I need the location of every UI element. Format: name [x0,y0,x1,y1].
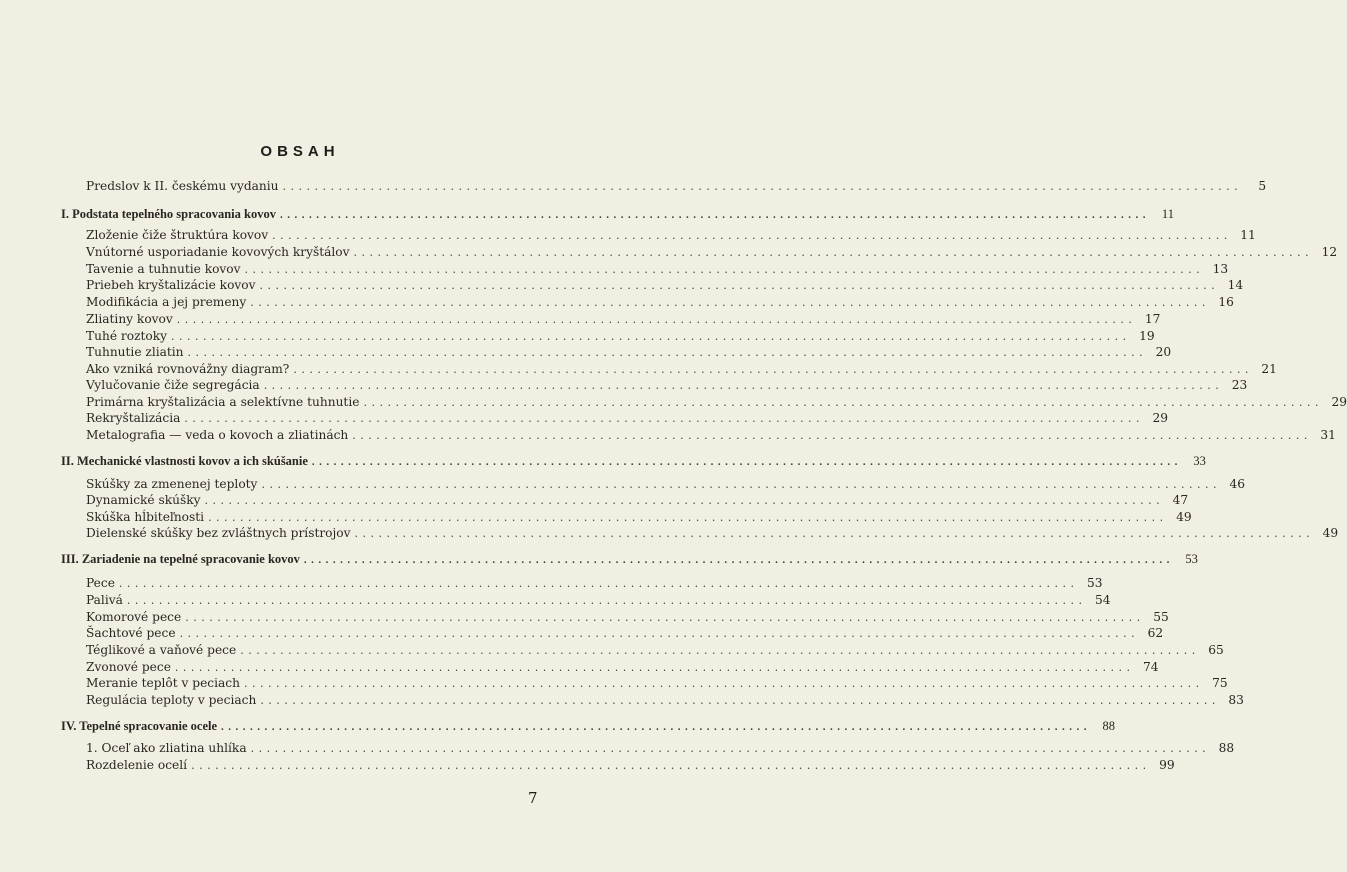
dot-leader: ........................................................................................................................ [187,346,1148,359]
toc-entry-row [86,509,1192,526]
toc-entry-title: Modifikácia a jej premeny [86,295,247,309]
dot-leader: ........................................................................................................................ [250,296,1210,309]
toc-entry-page: 19 [1139,329,1155,343]
toc-entry-title: Skúšky za zmenenej teploty [86,477,258,491]
toc-entry-title: Zloženie čiže štruktúra kovov [86,228,269,242]
toc-entry-row [86,377,1248,394]
toc-entry-row [86,294,1234,311]
toc-entry-row [86,740,1235,757]
toc-entry-row [86,344,1172,361]
dot-leader: ........................................................................................................................ [185,611,1145,624]
toc-entry-page: 74 [1142,660,1159,674]
toc-entry-row [86,609,1169,626]
toc-entry-row [86,427,1336,444]
dot-leader: ........................................................................................................................ [171,330,1131,343]
toc-entry-title: Rozdelenie ocelí [86,758,188,772]
toc-entry-title: Pece [86,576,115,590]
dot-leader: ........................................................................................................................ [240,644,1200,657]
dot-leader: ........................................................................................................................ [184,412,1144,425]
toc-entry-row [86,692,1244,709]
toc-entry-title: III. Zariadenie na tepelné spracovanie kovov [61,552,300,566]
toc-entry-page: 29 [1331,395,1347,409]
toc-entry-row [86,575,1103,592]
dot-leader: ........................................................................................................................ [293,363,1253,376]
toc-entry-title: Tuhnutie zliatin [86,345,184,359]
toc-entry-title: Dynamické skúšky [86,493,201,507]
toc-entry-title: Rekryštalizácia [86,411,181,425]
toc-entry-row [86,394,1347,411]
toc-entry-title: Primárna kryštalizácia a selektívne tuhnutie [86,395,360,409]
toc-entry-title: Tavenie a tuhnutie kovov [86,262,241,276]
toc-entry-page: 75 [1212,676,1228,690]
dot-leader: ........................................................................................................................ [176,313,1137,326]
toc-entry-page: 47 [1172,493,1189,507]
dot-leader: ........................................................................................................................ [279,209,1150,221]
toc-entry-page: 12 [1321,245,1338,259]
toc-entry-row [86,659,1159,676]
toc-entry-row [86,328,1155,345]
toc-entry-row [86,178,1267,195]
dot-leader: ........................................................................................................................ [259,279,1220,292]
toc-entry-page: 49 [1176,510,1192,524]
dot-leader: ........................................................................................................................ [191,759,1151,772]
toc-entry-page: 31 [1320,428,1336,442]
dot-leader: ........................................................................................................................ [179,627,1140,640]
toc-entry-row [86,244,1338,261]
dot-leader: ........................................................................................................................ [221,721,1092,733]
toc-chapter-row [61,453,1206,470]
toc-entry-title: Palivá [86,593,123,607]
dot-leader: ........................................................................................................................ [208,511,1168,524]
toc-entry-row [86,311,1161,328]
dot-leader: ........................................................................................................................ [363,396,1324,409]
toc-chapter-row [61,718,1116,735]
toc-entry-page: 23 [1231,378,1248,392]
toc-entry-row [86,675,1228,692]
toc-entry-page: 65 [1208,643,1224,657]
toc-entry-title: Vnútorné usporiadanie kovových kryštálov [86,245,350,259]
toc-entry-page: 21 [1261,362,1277,376]
dot-leader: ........................................................................................................................ [353,246,1314,259]
dot-leader: ........................................................................................................................ [282,180,1243,193]
toc-entry-title: I. Podstata tepelného spracovania kovov [61,207,276,221]
toc-entry-page: 13 [1212,262,1229,276]
toc-entry-page: 17 [1144,312,1161,326]
toc-entry-row [86,592,1111,609]
toc-entry-title: 1. Oceľ ako zliatina uhlíka [86,741,247,755]
dot-leader: ........................................................................................................................ [263,379,1224,392]
toc-entry-title: Predslov k II. českému vydaniu [86,179,279,193]
toc-entry-title: Regulácia teploty v peciach [86,693,257,707]
toc-entry-title: Ako vzniká rovnovážny diagram? [86,362,290,376]
toc-entry-page: 53 [1086,576,1103,590]
page-number: 7 [528,789,538,807]
toc-entry-page: 83 [1228,693,1244,707]
toc-entry-page: 53 [1185,552,1198,566]
toc-entry-title: Zliatiny kovov [86,312,173,326]
toc-entry-page: 16 [1218,295,1234,309]
dot-leader: ........................................................................................................................ [260,694,1220,707]
toc-entry-page: 5 [1258,179,1267,193]
toc-entry-row [86,476,1246,493]
toc-entry-title: Metalografia — veda o kovoch a zliatinách [86,428,349,442]
toc-entry-row [86,625,1164,642]
toc-entry-title: Dielenské skúšky bez zvláštnych prístrojov [86,526,351,540]
toc-entry-title: Šachtové pece [86,626,176,640]
toc-entry-row [86,261,1229,278]
toc-entry-row [86,642,1224,659]
toc-entry-page: 11 [1240,228,1256,242]
dot-leader: ........................................................................................................................ [352,429,1312,442]
toc-entry-row [86,410,1168,427]
toc-entry-page: 33 [1193,454,1206,468]
toc-entry-row [86,525,1339,542]
toc-entry-title: II. Mechanické vlastnosti kovov a ich skúšanie [61,454,308,468]
toc-entry-title: Téglikové a vaňové pece [86,643,237,657]
dot-leader: ........................................................................................................................ [250,742,1211,755]
toc-entry-title: Tuhé roztoky [86,329,168,343]
dot-leader: ........................................................................................................................ [261,478,1222,491]
dot-leader: ........................................................................................................................ [354,527,1315,540]
toc-chapter-row [61,206,1174,223]
toc-heading: OBSAH [260,143,340,160]
toc-entry-title: Zvonové pece [86,660,171,674]
toc-entry-title: Priebeh kryštalizácie kovov [86,278,256,292]
toc-entry-row [86,277,1244,294]
dot-leader: ........................................................................................................................ [244,263,1205,276]
toc-entry-page: 88 [1102,719,1116,733]
toc-entry-page: 88 [1218,741,1235,755]
dot-leader: ........................................................................................................................ [118,577,1079,590]
dot-leader: ........................................................................................................................ [303,554,1174,566]
dot-leader: ........................................................................................................................ [174,661,1135,674]
toc-entry-row [86,227,1256,244]
dot-leader: ........................................................................................................................ [311,456,1182,468]
toc-entry-page: 46 [1229,477,1246,491]
toc-entry-page: 62 [1147,626,1164,640]
toc-entry-page: 49 [1322,526,1339,540]
toc-entry-page: 20 [1155,345,1172,359]
toc-entry-row [86,757,1175,774]
dot-leader: ........................................................................................................................ [126,594,1087,607]
toc-entry-page: 55 [1153,610,1169,624]
toc-chapter-row [61,551,1198,568]
toc-entry-title: Komorové pece [86,610,182,624]
toc-entry-row [86,361,1277,378]
toc-entry-title: Meranie teplôt v peciach [86,676,240,690]
toc-entry-page: 11 [1161,207,1174,221]
toc-entry-title: Skúška hĺbiteľnosti [86,510,205,524]
dot-leader: ........................................................................................................................ [272,229,1232,242]
toc-entry-page: 99 [1159,758,1175,772]
toc-entry-title: Vylučovanie čiže segregácia [86,378,260,392]
toc-entry-page: 29 [1152,411,1168,425]
toc-entry-row [86,492,1189,509]
toc-entry-page: 14 [1227,278,1244,292]
dot-leader: ........................................................................................................................ [204,494,1165,507]
toc-entry-page: 54 [1094,593,1111,607]
dot-leader: ........................................................................................................................ [243,677,1204,690]
toc-entry-title: IV. Tepelné spracovanie ocele [61,719,218,733]
